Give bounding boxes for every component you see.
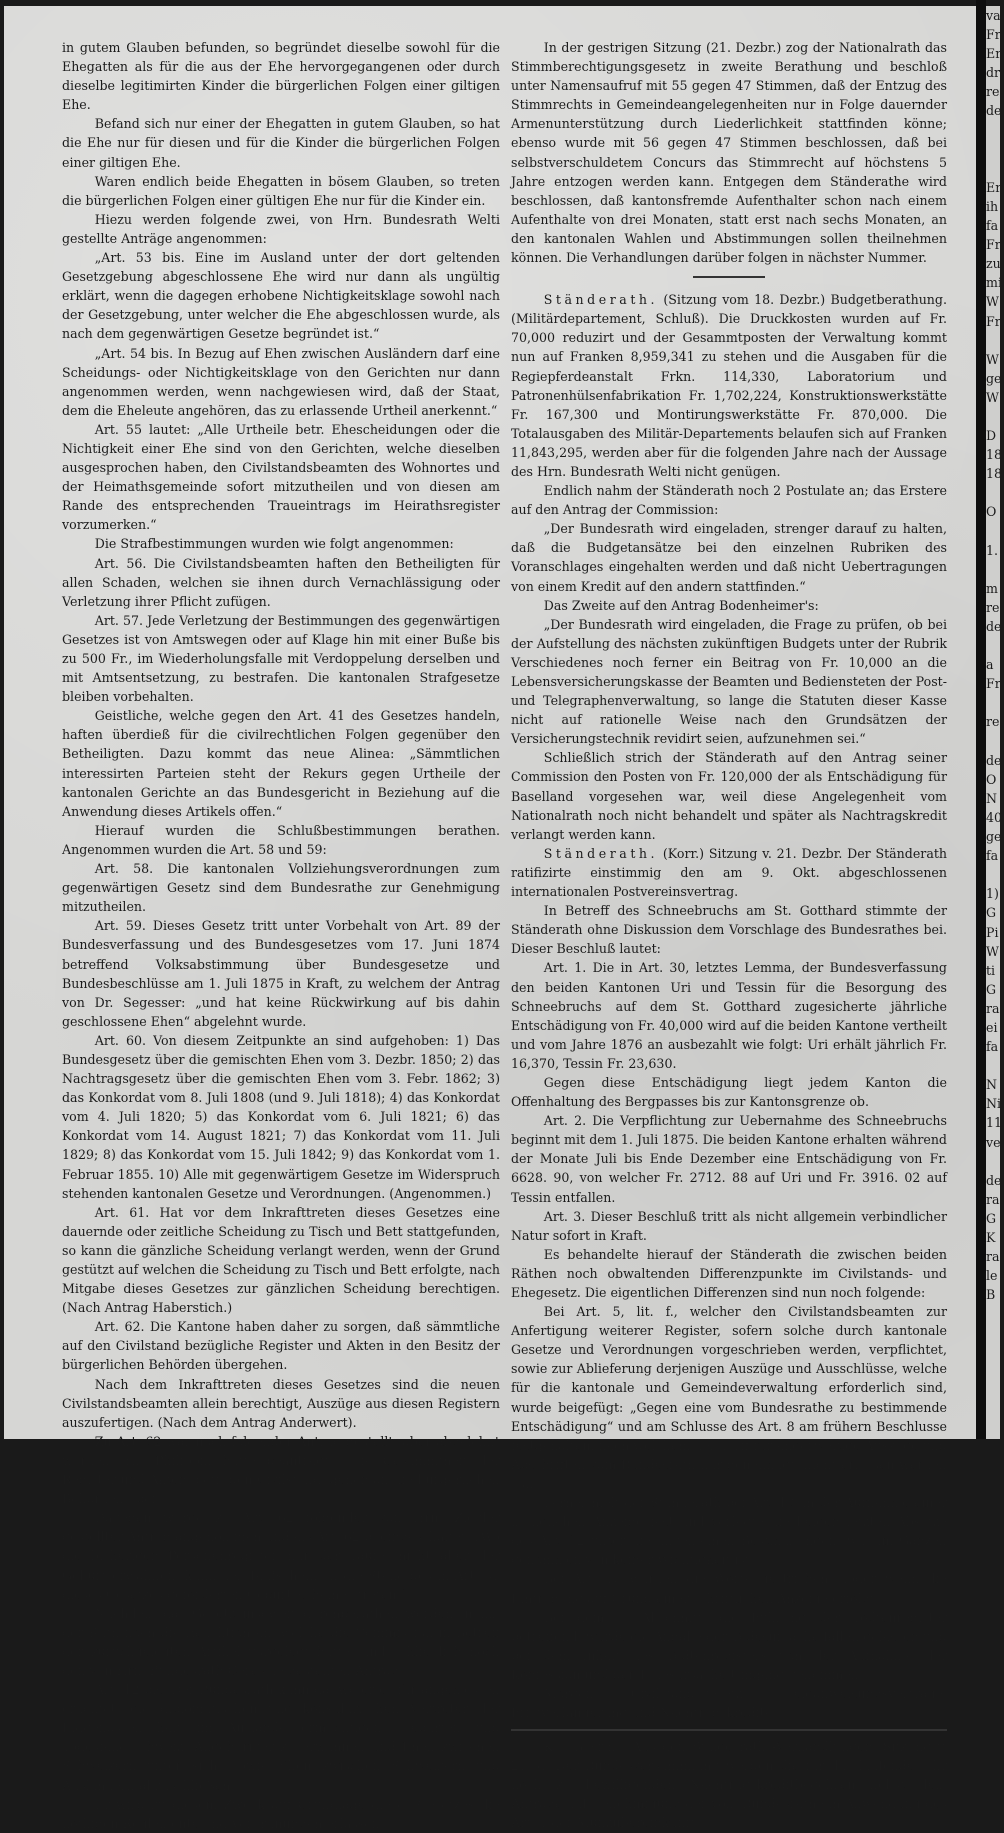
cropped-line-fragment: 1.: [986, 542, 999, 558]
paragraph-text: Nachdem das Gesetz insoweit durchberathen worden, nahm der Rath noch die Redaktion an, welche die Commission in Betreff der zurückgelegten Artikel vorgelegt hatte, und schließlich noch den von Hrn. Bundesrath Ceresole gestellten Antrag:: [62, 1605, 500, 1678]
cropped-line-fragment: N: [986, 790, 998, 806]
paragraph-text: „Art. 54 bis. In Bezug auf Ehen zwischen Ausländern darf eine Scheidungs- oder Nichtigkeitsklage von den Gerichten nur dann angenommen werden, wenn nachgewiesen wird, daß der Staat, dem die Eheleute angehören, das zu erlassende Urtheil anerkennt.“: [62, 345, 500, 418]
paragraph: [511, 596, 947, 615]
paragraph: [62, 534, 500, 553]
cropped-line-fragment: ei: [986, 1019, 998, 1035]
paragraph-text: Gegen diese Entschädigung liegt jedem Kanton die Offenhaltung des Bergpasses bis zur Kantonsgrenze ob.: [511, 1074, 947, 1110]
paragraph-text: Bei dem 3. Abschnitt, die Führung der Todtenregister betreffend, wurde die Angabe der Todesursache fallen gelassen und bei dem Inhalt des Todtenregisters von der Aufnahme der Konfession und der Todesursache Umgang genommen.: [511, 1609, 947, 1682]
paragraph-text: Art. 59. Dieses Gesetz tritt unter Vorbehalt von Art. 89 der Bundesverfassung und des Bundesgesetzes vom 17. Juni 1874 betreffend Volksabstimmung über Bundesgesetze und Bundesbeschlüsse am 1. Juli 1875 in Kraft, zu welchem der Antrag von Dr. Segesser: „und hat keine Rückwirkung auf bis dahin geschlossene Ehen“ abgelehnt wurde.: [62, 918, 500, 1029]
cropped-line-fragment: ra: [986, 1191, 1000, 1207]
cropped-line-fragment: W: [986, 294, 999, 310]
paragraph: [62, 114, 500, 171]
cropped-line-fragment: ra: [986, 1000, 1000, 1016]
cropped-line-fragment: 1): [986, 886, 999, 902]
paragraph: [511, 1245, 947, 1302]
cropped-line-fragment: G: [986, 981, 997, 997]
paragraph-text: (Korr.) Sitzung v. 21. Dezbr. Der Ständerath ratifizirte einstimmig den am 9. Okt. abgeschlossenen internationalen Postvereinsvertrag.: [511, 845, 947, 900]
paragraph-text: Art. 58. Die kantonalen Vollziehungsverordnungen zum gegenwärtigen Gesetz sind dem Bundesrathe zur Genehmigung mitzutheilen.: [62, 861, 500, 915]
left-column: [62, 38, 500, 1833]
cropped-line-fragment: zu: [986, 256, 1001, 272]
paragraph: [62, 420, 500, 535]
cropped-line-fragment: [986, 121, 1000, 140]
paragraph-text: „Der Bundesrath wird eingeladen, strenger darauf zu halten, daß die Budgetansätze bei den einzelnen Rubriken des Voranschlages eingehalten werden und daß nicht Uebertragungen von einem Kredit auf den andern stattfinden.“: [511, 521, 947, 594]
cropped-line-fragment: ti: [986, 962, 996, 978]
cropped-line-fragment: [986, 407, 1000, 426]
cropped-line-fragment: a: [986, 657, 994, 673]
cropped-line-fragment: W: [986, 389, 999, 405]
paragraph: [511, 1569, 947, 1607]
paragraph-text: Art. 62. Die Kantone haben daher zu sorgen, daß sämmtliche auf den Civilstand bezügliche Register und Akten in den Besitz der bürgerlichen Behörden übergehen.: [62, 1319, 500, 1373]
paragraph: [511, 1302, 947, 1493]
paragraph-text: Art. 56. Die Civilstandsbeamten haften den Betheiligten für allen Schaden, welchen sie ihnen durch Vernachlässigung oder Verletzung ihrer Pflicht zufügen.: [62, 555, 500, 609]
cropped-line-fragment: Fr: [986, 237, 1001, 253]
paragraph-text: „Art. 53 bis. Eine im Ausland unter der dort geltenden Gesetzgebung abgeschlossene Ehe wird nur dann als ungültig erklärt, wenn die dagegen erhobene Nichtigkeitsklage sowohl nach der Gesetzgebung, unter welcher die Ehe abgeschlossen wurde, als nach dem gegenwärtigen Gesetze begründet ist.“: [62, 250, 500, 342]
cropped-line-fragment: [986, 1056, 1000, 1075]
paragraph: [62, 611, 500, 706]
paragraph: [511, 481, 947, 519]
cropped-line-fragment: G: [986, 1210, 997, 1226]
paragraph: [62, 706, 500, 821]
paragraph: [62, 38, 500, 114]
paragraph-text: Befand sich nur einer der Ehegatten in gutem Glauben, so hat die Ehe nur für diesen und für die Kinder die bürgerlichen Folgen einer giltigen Ehe.: [62, 116, 500, 170]
cropped-line-fragment: N: [986, 1077, 998, 1093]
cropped-line-fragment: Pi: [986, 924, 999, 940]
paragraph-text: Art. 3. Dieser Beschluß tritt als nicht allgemein verbindlicher Natur sofort in Kraft.: [511, 1208, 947, 1243]
cropped-line-fragment: [986, 159, 1000, 178]
paragraph: [62, 344, 500, 420]
cropped-line-fragment: Fr: [986, 313, 1001, 329]
paragraph: [511, 1737, 947, 1832]
paragraph-text: Art. 1. Die in Art. 30, letztes Lemma, der Bundesverfassung den beiden Kantonen Uri und Tessin für die Besorgung des Schneebruchs auf dem St. Gotthard zugesicherte jährliche Entschädigung von Fr. 40,000 wird auf die beiden Kantone vertheilt und vom Jahre 1876 an ausbezahlt wie folgt: Uri erhält jährlich Fr. 16,370, Tessin Fr. 23,630.: [511, 960, 947, 1071]
paragraph: [62, 1795, 500, 1833]
section-divider: [511, 1729, 947, 1731]
paragraph: [62, 916, 500, 1031]
paragraph: [511, 1073, 947, 1111]
cropped-line-fragment: m: [986, 580, 998, 596]
cropped-line-fragment: ve: [986, 1134, 1001, 1150]
cropped-line-fragment: 18: [986, 447, 1003, 463]
cropped-line-fragment: [986, 693, 1000, 712]
cropped-line-fragment: ge: [986, 370, 1002, 386]
paragraph-text: „Der Bundesrath wird eingeladen, die Frage zu prüfen, ob bei der Aufstellung des nächsten zukünftigen Budgets unter der Rubrik Verschiedenes noch ferner ein Beitrag von Fr. 10,000 an die Lebensversicherungskasse der Beamten und Bediensteten der Post- und Telegraphenverwaltung, so lange die Statuten dieser Kasse nicht auf rationelle Weise nach den Grundsätzen der Versicherungstechnik revidirt seien, aufzunehmen sei.“: [511, 616, 947, 747]
paragraph-text: Art. 55 lautet: „Alle Urtheile betr. Ehescheidungen oder die Nichtigkeit einer Ehe sind von den Gerichten, welche dieselben ausgesprochen haben, den Civilstandsbeamten des Wohnortes und der Heimathsgemeinde sofort mitzutheilen und von diesen am Rande des entsprechenden Traueintrags im Heirathsregister vorzumerken.“: [62, 421, 500, 533]
paragraph: [62, 248, 500, 343]
paragraph-text: Art. 2. Die Verpflichtung zur Uebernahme des Schneebruchs beginnt mit dem 1. Juli 1875. Die beiden Kantone erhalten während der Monate Juli bis Ende Dezember eine Entschädigung von Fr. 6628. 90, von welcher Fr. 2712. 88 auf Uri und Fr. 3916. 02 auf Tessin entfallen.: [511, 1113, 947, 1205]
cropped-line-fragment: [986, 140, 1000, 159]
paragraph: [511, 1608, 947, 1684]
paragraph: [62, 1031, 500, 1203]
paragraph-text: Bei Art. 16 wurden die Worte gestrichen: „oder wenn die Eintragung auf Grund einer schriftlichen Anzeige erfolgt.“: [511, 1571, 947, 1606]
paragraph-text: Er wird zu diesem Zweck auf Grundlage dieses Gesetzes die nöthigen Reglemente und Verordnungen erlassen.: [62, 1796, 500, 1831]
paragraph: [511, 748, 947, 843]
cropped-line-fragment: 18: [986, 466, 1003, 482]
paragraph-text: Dagegen wurde zu Art. 62 folgender von Hrn. Ziegler gestellter Antrag angenommen und als Art. 62 b. eingeschaltet: „Wo die bisherigen Personenregister nur der Taufe, nicht aber der Geburt erwähnen, kann der Taufschein an die Stelle des in Art. 31 dieses Gesetzes geforderten Geburtsscheines treten.“: [62, 1510, 500, 1602]
cropped-line-fragment: Er: [986, 179, 1002, 195]
paragraph: [511, 844, 947, 901]
paragraph: [62, 1508, 500, 1603]
paragraph: [511, 1111, 947, 1206]
paragraph-text: Morgen Civilstandsgesetz, Geldanweisungsverträge, Fristverlängerung und Nachtragskredite.: [511, 1685, 947, 1721]
cropped-line-fragment: de: [986, 752, 1002, 768]
section-heading: Ständerath.: [543, 845, 659, 861]
paragraph: [62, 1203, 500, 1318]
cropped-line-fragment: [986, 1152, 1000, 1171]
paragraph: [511, 615, 947, 749]
cropped-line-fragment: de: [986, 1172, 1002, 1188]
paragraph: [511, 1493, 947, 1569]
paragraph-text: Zu Art. 62 war noch folgender Antrag gestellt, aber abgelehnt worden: Hr. Philippin hatte beantragt: „Die Gesammtheit der Register und Akten, betr. den Civilstand, gehen an die bürgerlichen Behörden über.“: [62, 1433, 500, 1507]
paragraph: [511, 38, 947, 267]
cropped-line-fragment: dr: [986, 65, 1001, 81]
page-gutter: [976, 0, 986, 1439]
paragraph-text: Waren endlich beide Ehegatten in bösem Glauben, so treten die bürgerlichen Folgen einer gültigen Ehe nur für die Kinder ein.: [62, 173, 500, 208]
cropped-line-fragment: [986, 560, 1000, 579]
cropped-line-fragment: [986, 522, 1000, 541]
paragraph: [62, 1432, 500, 1508]
paragraph-text: In Betreff des Schneebruchs am St. Gotthard stimmte der Ständerath ohne Diskussion dem Vorschlage des Bundesrathes bei. Dieser Beschluß lautet:: [511, 903, 947, 957]
cropped-line-fragment: ih: [986, 198, 999, 214]
cropped-line-fragment: W: [986, 351, 999, 367]
cropped-line-fragment: ra: [986, 1249, 1000, 1265]
right-column: [511, 38, 947, 1832]
cropped-line-fragment: le: [986, 1268, 998, 1284]
paragraph: [511, 1684, 947, 1722]
cropped-line-fragment: 11: [986, 1115, 1003, 1131]
cropped-line-fragment: mi: [986, 275, 1002, 291]
paragraph-text: Schließlich strich der Ständerath auf den Antrag seiner Commission den Posten von Fr. 120,000 der als Entschädigung für Baselland vorgesehen war, weil diese Angelegenheit vom Nationalrath noch nicht behandelt und später als Nachtragskredit verlangt werden kann.: [511, 750, 947, 842]
cropped-line-fragment: G: [986, 905, 997, 921]
paragraph: [62, 859, 500, 916]
section-divider: [693, 276, 765, 278]
cropped-line-fragment: de: [986, 619, 1002, 634]
paragraph-text: Endlich nahm der Ständerath noch 2 Postulate an; das Erstere auf den Antrag der Commission:: [511, 483, 947, 518]
paragraph: [62, 1375, 500, 1432]
cropped-line-fragment: B: [986, 1287, 996, 1303]
paragraph-text: Art. 60. Von diesem Zeitpunkte an sind aufgehoben: 1) Das Bundesgesetz über die gemischten Ehen vom 3. Dezbr. 1850; 2) das Nachtragsgesetz über die gemischten Ehen vom 3. Febr. 1862; 3) das Konkordat vom 8. Juli 1808 (und 9. Juli 1818); 4) das Konkordat vom 4. Juli 1820; 5) das Konkordat vom 6. Juli 1821; 6) das Konkordat vom 14. August 1821; 7) das Konkordat vom 11. Juli 1829; 8) das Konkordat vom 15. Juli 1842; 9) das Konkordat vom 1. Februar 1855. 10) Alle mit gegenwärtigem Gesetze im Widerspruch stehenden kantonalen Gesetze und Verordnungen. (Angenommen.): [62, 1032, 500, 1201]
paragraph-text: Aus den Bundesraths-Verhandlungen. Sitzung v. 21. d. Der Bundesversammlung werden die für das laufende Jahr noch zu bewilligenden Nachtragskreditbegehren nebst dem Antrage auf Genehmigung der vom Bundesrathe in Anwendung des Art. 1 der Münzübereinkunft: [511, 1738, 947, 1831]
paragraph-text: Es behandelte hierauf der Ständerath die zwischen beiden Räthen noch obwaltenden Differenzpunkte im Civilstands- und Ehegesetz. Die eigentlichen Differenzen sind nun noch folgende:: [511, 1246, 947, 1300]
cropped-line-fragment: Er: [986, 46, 1002, 62]
cropped-line-fragment: fa: [986, 848, 999, 864]
paragraph-text: Das Zweite auf den Antrag Bodenheimer's:: [543, 597, 819, 613]
cropped-line-fragment: W: [986, 943, 999, 959]
cropped-line-fragment: [986, 331, 1000, 350]
paragraph: [511, 1207, 947, 1245]
paragraph: [62, 821, 500, 859]
paragraph-text: (Sitzung vom 18. Dezbr.) Budgetberathung. (Militärdepartement, Schluß). Die Druckkosten wurden auf Fr. 70,000 reduzirt und der Gesammtposten der Verwaltung kommt nun auf Franken 8,959,341 zu stehen und die Ausgaben für die Regiepferdeanstalt Frkn. 114,330, Laboratorium und Patronenhülsenfabrikation Fr. 1,702,224, Konstruktionswerkstätte Fr. 167,300 und Montirungswerkstätte Fr. 870,000. Die Totalausgaben des Militär-Departements belaufen sich auf Franken 11,843,295, werden aber für die folgenden Jahre nach der Aussage des Hrn. Bundesrath Welti nicht genügen.: [511, 292, 947, 479]
cropped-line-fragment: [986, 865, 1000, 884]
cropped-line-fragment: K: [986, 1230, 996, 1245]
paragraph-text: Ferner hielt der Ständerath bei Art. 13 an der Aufnahme einer mündlichen Anzeige fest und verlegte die beiden letzten Absätze des Art. 12 unter die allgemeinen Bestimmungen, was im Ganzen genommen von keiner Wichtigkeit ist.: [511, 1495, 947, 1568]
section-heading: K. Bern.: [543, 1738, 627, 1754]
paragraph-text: Hiezu werden folgende zwei, von Hrn. Bundesrath Welti gestellte Anträge angenommen:: [62, 211, 500, 246]
paragraph-text: Art. 61. Hat vor dem Inkrafttreten dieses Gesetzes eine dauernde oder zeitliche Scheidung zu Tisch und Bett stattgefunden, so kann die gänzliche Scheidung verlangt werden, wenn der Grund gestützt auf welchen die Scheidung zu Tisch und Bett erfolgte, nach Mitgabe dieses Gesetzes zur gänzlichen Scheidung berechtigen. (Nach Antrag Haberstich.): [62, 1204, 500, 1316]
cropped-line-fragment: [986, 732, 1000, 751]
newspaper-page: [4, 6, 976, 1831]
cropped-line-fragment: re: [986, 599, 1000, 615]
cropped-line-fragment: O: [986, 771, 997, 787]
cropped-line-fragment: [986, 483, 1000, 502]
cropped-line-fragment: Ni: [986, 1096, 1002, 1112]
paragraph-text: Bei Art. 5, lit. f., welcher den Civilstandsbeamten zur Anfertigung weiterer Register, sofern solche durch kantonale Gesetze und Verordnungen vorgeschrieben werden, verpflichtet, sowie zur Ablieferung derjenigen Auszüge und Ausschlüsse, welche für die kantonale und Gemeindeverwaltung erforderlich sind, wurde beigefügt: „Gegen eine vom Bundesrathe zu bestimmende Entschädigung“ und am Schlusse des Art. 8 am frühern Beschlusse festgehalten, nach welchem der Tarif für anderweitige Auszüge und Abschriften vom Bundesrath nur genehmigt, nicht erlassen werden soll.: [511, 1304, 947, 1491]
paragraph-text: Die Strafbestimmungen wurden wie folgt angenommen:: [94, 536, 454, 552]
paragraph: [62, 1604, 500, 1680]
cropped-line-fragment: de: [986, 103, 1002, 119]
paragraph-text: Nach dem Inkrafttreten dieses Gesetzes sind die neuen Civilstandsbeamten allein berechtigt, Auszüge aus diesen Registern auszufertigen. (Nach dem Antrag Anderwert).: [62, 1376, 500, 1430]
paragraph: [62, 210, 500, 248]
cropped-line-fragment: re: [986, 714, 1000, 730]
paragraph-text: in gutem Glauben befunden, so begründet dieselbe sowohl für die Ehegatten als für die aus der Ehe hervorgegangenen oder durch dieselbe legitimirten Kinder die bürgerlichen Folgen einer giltigen Ehe.: [62, 40, 500, 113]
cropped-line-fragment: 40: [986, 809, 1003, 825]
cropped-line-fragment: Fr: [986, 676, 1001, 692]
cropped-line-fragment: ge: [986, 829, 1002, 845]
paragraph-text: Art. 57. Jede Verletzung der Bestimmungen des gegenwärtigen Gesetzes ist von Amtswegen oder auf Klage hin mit einer Buße bis zu 500 Fr., im Wiederholungsfalle mit Verdoppelung derselben und mit Amtsentsetzung, zu bestrafen. Die kantonalen Strafgesetze bleiben vorbehalten.: [62, 612, 500, 705]
paragraph: [511, 519, 947, 595]
paragraph: [62, 172, 500, 210]
cropped-line-fragment: O: [986, 504, 997, 520]
section-heading: Ständerath.: [543, 292, 659, 308]
cropped-next-column: [986, 6, 1004, 1439]
cropped-line-fragment: D: [986, 428, 997, 444]
paragraph: [511, 958, 947, 1073]
paragraph: [62, 554, 500, 611]
paragraph-text: Art. 12 bis. Der Bundesrath kann da, wo er es für angemessen erachtet, die diplomatischen und konsularischen Vertreter der Eidgenossenschaft im Auslande ermächtigen, Geburten und Todesfälle schweiz. Angehöriger zu erwähnen und Ehen zwischen Schweizern unter sich, sowie Ehen zwischen Schweizern und Ausländern abzuschließen.: [62, 1682, 500, 1793]
cropped-line-fragment: fa: [986, 1039, 999, 1055]
paragraph: [511, 290, 947, 481]
paragraph: [511, 901, 947, 958]
paragraph-text: Geistliche, welche gegen den Art. 41 des Gesetzes handeln, haften überdieß für die civilrechtlichen Folgen gegenüber den Betheiligten. Dazu kommt das neue Alinea: „Sämmtlichen interessirten Parteien steht der Rekurs gegen Urtheile der kantonalen Gerichte an das Bundesgericht in Beziehung auf die Anwendung dieses Artikels offen.“: [62, 708, 500, 819]
cropped-line-fragment: [986, 636, 1000, 655]
cropped-line-fragment: Fr: [986, 27, 1001, 43]
paragraph: [62, 1680, 500, 1795]
cropped-line-fragment: fa: [986, 218, 999, 234]
paragraph-text: In der gestrigen Sitzung (21. Dezbr.) zog der Nationalrath das Stimmberechtigungsgesetz in zweite Berathung und beschloß unter Namensaufruf mit 55 gegen 47 Stimmen, daß der Entzug des Stimmrechts in Gemeindeangelegenheiten nur in Folge dauernder Armenunterstützung durch Liederlichkeit stattfinden könne; ebenso wurde mit 56 gegen 47 Stimmen beschlossen, daß bei selbstverschuldetem Concurs das Stimmrecht auf höchstens 5 Jahre entzogen werden kann. Entgegen dem Ständerathe wird beschlossen, daß kantonsfremde Aufenthalter schon nach einem Aufenthalte von drei Monaten, statt erst nach sechs Monaten, an den kantonalen Wahlen und Abstimmungen sollen theilnehmen können. Die Verhandlungen darüber folgen in nächster Nummer.: [511, 40, 947, 266]
paragraph: [62, 1317, 500, 1374]
cropped-line-fragment: rei: [986, 84, 1004, 100]
cropped-line-fragment: va: [986, 8, 1001, 23]
paragraph-text: Hierauf wurden die Schlußbestimmungen berathen. Angenommen wurden die Art. 58 und 59:: [62, 822, 500, 857]
